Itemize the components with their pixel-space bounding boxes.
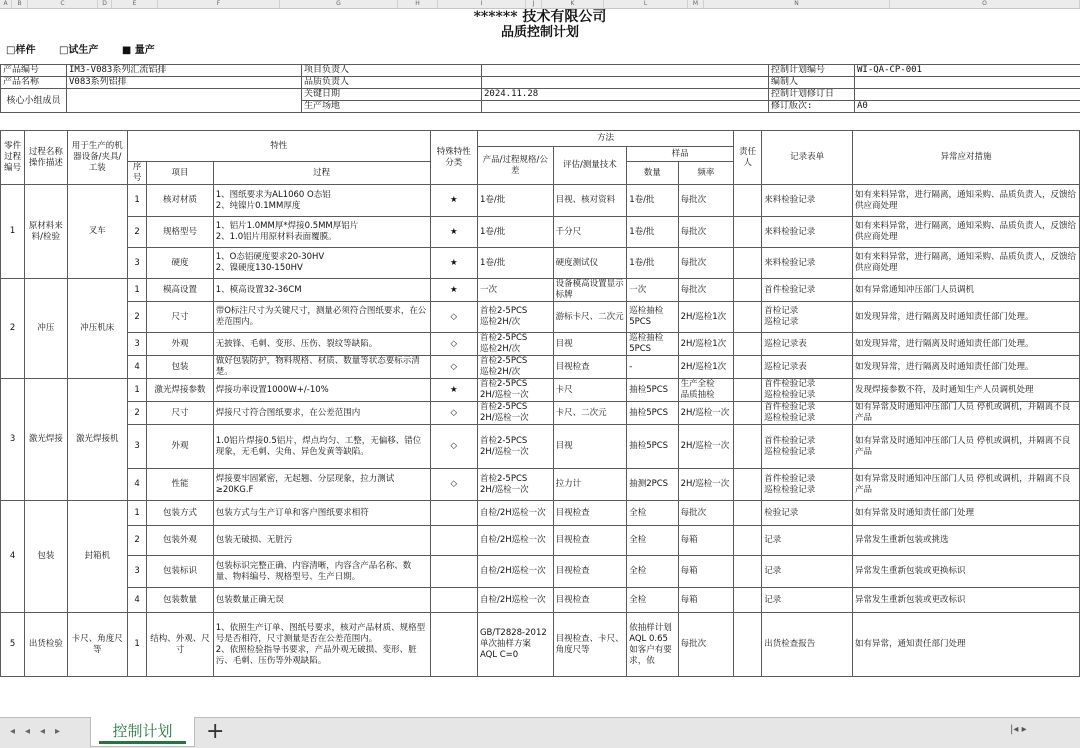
process-cell[interactable]: 包装无破损、无脏污	[213, 526, 430, 556]
process-name-cell[interactable]: 出货检验	[25, 613, 67, 677]
column-header-h[interactable]: H	[398, 0, 438, 8]
reaction-cell[interactable]: 如有来料异常，进行隔离，通知采购、品质负责人，反馈给供应商处理	[853, 217, 1080, 248]
process-name-cell[interactable]: 原材料来料/检验	[25, 185, 67, 279]
item-cell[interactable]: 尺寸	[147, 402, 214, 425]
item-cell[interactable]: 激光焊接参数	[147, 379, 214, 402]
qty-cell[interactable]: 抽检5PCS	[627, 402, 678, 425]
special-cell[interactable]	[430, 588, 477, 613]
part-no-cell[interactable]: 3	[1, 379, 25, 501]
owner-cell[interactable]	[734, 556, 762, 588]
reaction-cell[interactable]: 如发现异常，进行隔离及时通知责任部门处理。	[853, 333, 1080, 356]
process-cell[interactable]: 包装数量正确无误	[213, 588, 430, 613]
header-spec[interactable]: 产品/过程规格/公差	[477, 147, 553, 185]
sheet-tab-control-plan[interactable]: 控制计划	[90, 717, 195, 747]
column-header-l[interactable]: L	[604, 0, 688, 8]
eval-cell[interactable]: 卡尺	[553, 379, 627, 402]
qty-cell[interactable]: 一次	[627, 279, 678, 302]
machine-cell[interactable]: 激光焊接机	[67, 379, 128, 501]
eval-cell[interactable]: 目视检查	[553, 526, 627, 556]
process-cell[interactable]: 包装方式与生产订单和客户图纸要求相符	[213, 501, 430, 526]
record-cell[interactable]: 来料检验记录	[762, 185, 853, 217]
table-row	[1, 248, 1080, 279]
control-plan-table	[0, 130, 1080, 677]
header-record[interactable]: 记录表单	[762, 131, 853, 185]
product-name-label[interactable]: 产品名称	[1, 77, 67, 89]
stage-selector	[6, 44, 175, 58]
owner-cell[interactable]	[734, 613, 762, 677]
sheet-tab-bar	[0, 717, 1080, 748]
header-special[interactable]: 特殊特性分类	[430, 131, 477, 185]
qty-cell[interactable]: 1卷/批	[627, 248, 678, 279]
column-header-n[interactable]: N	[704, 0, 890, 8]
owner-cell[interactable]	[734, 425, 762, 469]
eval-cell[interactable]: 目视、核对资料	[553, 185, 627, 217]
seq-cell[interactable]: 2	[128, 526, 147, 556]
stage-trial: □试生产	[59, 45, 98, 56]
author-value[interactable]	[855, 77, 1080, 89]
owner-cell[interactable]	[734, 217, 762, 248]
table-row	[1, 379, 1080, 402]
eval-cell[interactable]: 目视检查	[553, 588, 627, 613]
revision-date-label[interactable]: 控制计划修订日	[769, 89, 855, 101]
eval-cell[interactable]: 目视检查、卡尺、角度尺等	[553, 613, 627, 677]
process-cell[interactable]: 焊接要牢固紧密，无起翘、分层现象，拉力测试≥20KG.F	[213, 469, 430, 501]
site-label[interactable]: 生产场地	[302, 101, 482, 113]
eval-cell[interactable]: 目视检查	[553, 356, 627, 379]
reaction-cell[interactable]: 如有异常及时通知冲压部门人员 停机或调机，并隔离不良产品	[853, 469, 1080, 501]
spec-cell[interactable]: 1卷/批	[477, 185, 553, 217]
reaction-cell[interactable]: 异常发生重新包装或更换标识	[853, 556, 1080, 588]
spreadsheet-sheet[interactable]	[0, 9, 1080, 717]
product-no-label[interactable]: 产品编号	[1, 65, 67, 77]
column-header-m[interactable]: M	[688, 0, 704, 8]
machine-cell[interactable]: 叉车	[67, 185, 128, 279]
spec-cell[interactable]: 自检/2H巡检一次	[477, 588, 553, 613]
column-header-d[interactable]: D	[98, 0, 112, 8]
reaction-cell[interactable]: 如有异常通知冲压部门人员调机	[853, 279, 1080, 302]
special-cell[interactable]: ◇	[430, 425, 477, 469]
freq-cell[interactable]: 每箱	[678, 526, 733, 556]
info-table	[0, 64, 1080, 113]
special-cell[interactable]: ◇	[430, 333, 477, 356]
owner-cell[interactable]	[734, 333, 762, 356]
owner-cell[interactable]	[734, 185, 762, 217]
record-cell[interactable]: 首件检验记录 巡检检验记录	[762, 402, 853, 425]
header-process[interactable]: 过程	[213, 162, 430, 185]
column-header-j[interactable]: J	[526, 0, 542, 8]
process-cell[interactable]: 1、铝片1.0MM厚*焊接0.5MM厚铝片 2、1.0铝片用原材料表面覆膜。	[213, 217, 430, 248]
record-cell[interactable]: 出货检查报告	[762, 613, 853, 677]
freq-cell[interactable]: 每批次	[678, 613, 733, 677]
freq-cell[interactable]: 每箱	[678, 588, 733, 613]
product-name-value[interactable]: V083系列铝排	[67, 77, 302, 89]
freq-cell[interactable]: 2H/巡检一次	[678, 402, 733, 425]
header-seq[interactable]: 序号	[128, 162, 147, 185]
seq-cell[interactable]: 2	[128, 402, 147, 425]
reaction-cell[interactable]: 如有来料异常，进行隔离，通知采购、品质负责人，反馈给供应商处理	[853, 185, 1080, 217]
owner-cell[interactable]	[734, 588, 762, 613]
freq-cell[interactable]: 生产全检 品质抽检	[678, 379, 733, 402]
core-team-value[interactable]	[67, 89, 302, 113]
record-cell[interactable]: 记录	[762, 588, 853, 613]
stage-mass: ■ 量产	[122, 45, 155, 56]
qty-cell[interactable]: -	[627, 356, 678, 379]
process-cell[interactable]: 1、图纸要求为AL1060 O态铝 2、纯镍片0.1MM厚度	[213, 185, 430, 217]
owner-cell[interactable]	[734, 379, 762, 402]
item-cell[interactable]: 包装	[147, 356, 214, 379]
item-cell[interactable]: 外观	[147, 333, 214, 356]
qty-cell[interactable]: 全检	[627, 588, 678, 613]
header-process-name[interactable]: 过程名称操作描述	[25, 131, 67, 185]
spec-cell[interactable]: GB/T2828-2012单次抽样方案 AQL C=0	[477, 613, 553, 677]
record-cell[interactable]: 首件检验记录 巡检检验记录	[762, 469, 853, 501]
special-cell[interactable]	[430, 501, 477, 526]
special-cell[interactable]: ★	[430, 279, 477, 302]
revision-value[interactable]: A0	[855, 101, 1080, 113]
special-cell[interactable]: ◇	[430, 356, 477, 379]
freq-cell[interactable]: 2H/巡检1次	[678, 302, 733, 333]
qty-cell[interactable]: 全检	[627, 501, 678, 526]
part-no-cell[interactable]: 2	[1, 279, 25, 379]
eval-cell[interactable]: 目视	[553, 425, 627, 469]
reaction-cell[interactable]: 如有异常及时通知冲压部门人员 停机或调机，并隔离不良产品	[853, 425, 1080, 469]
table-row	[1, 302, 1080, 333]
eval-cell[interactable]: 硬度测试仪	[553, 248, 627, 279]
spec-cell[interactable]: 自检/2H巡检一次	[477, 556, 553, 588]
process-cell[interactable]: 焊接尺寸符合图纸要求，在公差范围内	[213, 402, 430, 425]
freq-cell[interactable]: 2H/巡检一次	[678, 469, 733, 501]
table-row	[1, 501, 1080, 526]
seq-cell[interactable]: 3	[128, 248, 147, 279]
process-cell[interactable]: 做好包装防护，物料规格、材质、数量等状态要标示清楚。	[213, 356, 430, 379]
owner-cell[interactable]	[734, 279, 762, 302]
freq-cell[interactable]: 每批次	[678, 248, 733, 279]
freq-cell[interactable]: 2H/巡检1次	[678, 356, 733, 379]
seq-cell[interactable]: 4	[128, 356, 147, 379]
qty-cell[interactable]: 抽检5PCS	[627, 425, 678, 469]
process-cell[interactable]: 包装标识完整正确、内容清晰，内容含产品名称、数量、物料编号、规格型号、生产日期。	[213, 556, 430, 588]
header-sample[interactable]: 样品	[627, 147, 734, 162]
qty-cell[interactable]: 依抽样计划AQL 0.65 如客户有要求，依	[627, 613, 678, 677]
owner-cell[interactable]	[734, 302, 762, 333]
item-cell[interactable]: 结构、外观、尺寸	[147, 613, 214, 677]
eval-cell[interactable]: 目视检查	[553, 556, 627, 588]
qty-cell[interactable]: 抽检5PCS	[627, 379, 678, 402]
record-cell[interactable]: 巡检记录表	[762, 333, 853, 356]
project-owner-value[interactable]	[482, 65, 769, 77]
column-header-g[interactable]: G	[280, 0, 398, 8]
table-row	[1, 185, 1080, 217]
qty-cell[interactable]: 1卷/批	[627, 185, 678, 217]
item-cell[interactable]: 模高设置	[147, 279, 214, 302]
special-cell[interactable]	[430, 556, 477, 588]
qty-cell[interactable]: 全检	[627, 556, 678, 588]
item-cell[interactable]: 外观	[147, 425, 214, 469]
eval-cell[interactable]: 目视检查	[553, 501, 627, 526]
spec-cell[interactable]: 1卷/批	[477, 217, 553, 248]
table-row	[1, 356, 1080, 379]
column-header-i[interactable]: I	[438, 0, 526, 8]
process-cell[interactable]: 1.0铝片焊接0.5铝片，焊点均匀、工整，无偏移、错位现象，无毛刺、尖角、异色发黄等缺陷。	[213, 425, 430, 469]
header-owner[interactable]: 责任人	[734, 131, 762, 185]
part-no-cell[interactable]: 1	[1, 185, 25, 279]
quality-owner-label[interactable]: 品质负责人	[302, 77, 482, 89]
process-cell[interactable]: 带O标注尺寸为关键尺寸，测量必须符合图纸要求，在公差范围内。	[213, 302, 430, 333]
owner-cell[interactable]	[734, 248, 762, 279]
record-cell[interactable]: 首件检验记录 巡检检验记录	[762, 425, 853, 469]
eval-cell[interactable]: 拉力计	[553, 469, 627, 501]
item-cell[interactable]: 包装外观	[147, 526, 214, 556]
record-cell[interactable]: 首件检验记录	[762, 279, 853, 302]
revision-label[interactable]: 修订版次:	[769, 101, 855, 113]
owner-cell[interactable]	[734, 501, 762, 526]
record-cell[interactable]: 来料检验记录	[762, 217, 853, 248]
spec-cell[interactable]: 首检2-5PCS 巡检2H/次	[477, 333, 553, 356]
plan-title: 品质控制计划	[0, 25, 1080, 41]
reaction-cell[interactable]: 如有异常及时通知责任部门处理	[853, 501, 1080, 526]
reaction-cell[interactable]: 异常发生重新包装或挑选	[853, 526, 1080, 556]
spec-cell[interactable]: 首检2-5PCS 2H/巡检一次	[477, 425, 553, 469]
column-header-f[interactable]: F	[158, 0, 280, 8]
item-cell[interactable]: 规格型号	[147, 217, 214, 248]
freq-cell[interactable]: 每批次	[678, 185, 733, 217]
item-cell[interactable]: 包装标识	[147, 556, 214, 588]
quality-owner-value[interactable]	[482, 77, 769, 89]
table-row	[1, 526, 1080, 556]
item-cell[interactable]: 尺寸	[147, 302, 214, 333]
key-date-label[interactable]: 关键日期	[302, 89, 482, 101]
spec-cell[interactable]: 自检/2H巡检一次	[477, 526, 553, 556]
item-cell[interactable]: 包装数量	[147, 588, 214, 613]
column-header-bar	[0, 0, 1080, 9]
reaction-cell[interactable]: 如有来料异常，进行隔离，通知采购、品质负责人，反馈给供应商处理	[853, 248, 1080, 279]
process-name-cell[interactable]: 冲压	[25, 279, 67, 379]
column-header-k[interactable]: K	[542, 0, 604, 8]
freq-cell[interactable]: 每批次	[678, 501, 733, 526]
reaction-cell[interactable]: 异常发生重新包装或更改标识	[853, 588, 1080, 613]
reaction-cell[interactable]: 如有异常及时通知冲压部门人员 停机或调机，并隔离不良产品	[853, 402, 1080, 425]
seq-cell[interactable]: 3	[128, 556, 147, 588]
special-cell[interactable]	[430, 613, 477, 677]
header-part-no[interactable]: 零件过程编号	[1, 131, 25, 185]
spec-cell[interactable]: 1卷/批	[477, 248, 553, 279]
site-value[interactable]	[482, 101, 769, 113]
special-cell[interactable]: ◇	[430, 402, 477, 425]
qty-cell[interactable]: 巡检抽检5PCS	[627, 302, 678, 333]
author-label[interactable]: 编制人	[769, 77, 855, 89]
control-plan-body	[1, 185, 1080, 677]
seq-cell[interactable]: 2	[128, 217, 147, 248]
record-cell[interactable]: 来料检验记录	[762, 248, 853, 279]
spec-cell[interactable]: 首检2-5PCS 2H/巡检一次	[477, 402, 553, 425]
sheet-nav-arrows-icon[interactable]: ◂◂◂▸	[10, 726, 70, 737]
header-machine[interactable]: 用于生产的机器设备/夹具/工装	[67, 131, 128, 185]
freq-cell[interactable]: 2H/巡检1次	[678, 333, 733, 356]
process-cell[interactable]: 1、依照生产订单、图纸号要求，核对产品材质、规格型号是否相符，尺寸测量是否在公差范围内。 2、依照检验指导书要求，产品外观无破损、变形、脏污、毛刺、压伤等外观缺陷。	[213, 613, 430, 677]
special-cell[interactable]: ★	[430, 217, 477, 248]
header-freq[interactable]: 频率	[678, 162, 733, 185]
qty-cell[interactable]: 1卷/批	[627, 217, 678, 248]
project-owner-label[interactable]: 项目负责人	[302, 65, 482, 77]
special-cell[interactable]: ◇	[430, 469, 477, 501]
item-cell[interactable]: 包装方式	[147, 501, 214, 526]
part-no-cell[interactable]: 4	[1, 501, 25, 613]
special-cell[interactable]: ◇	[430, 302, 477, 333]
table-row	[1, 425, 1080, 469]
eval-cell[interactable]: 游标卡尺、二次元	[553, 302, 627, 333]
item-cell[interactable]: 性能	[147, 469, 214, 501]
record-cell[interactable]: 首检记录 巡检记录	[762, 302, 853, 333]
seq-cell[interactable]: 1	[128, 185, 147, 217]
record-cell[interactable]: 检验记录	[762, 501, 853, 526]
column-header-c[interactable]: C	[28, 0, 98, 8]
seq-cell[interactable]: 3	[128, 425, 147, 469]
table-row	[1, 279, 1080, 302]
seq-cell[interactable]: 1	[128, 379, 147, 402]
special-cell[interactable]: ★	[430, 248, 477, 279]
part-no-cell[interactable]: 5	[1, 613, 25, 677]
add-sheet-icon[interactable]: +	[206, 720, 224, 744]
stage-sample: □样件	[6, 45, 35, 56]
column-header-b[interactable]: B	[12, 0, 28, 8]
table-row	[1, 613, 1080, 677]
seq-cell[interactable]: 3	[128, 333, 147, 356]
plan-no-label[interactable]: 控制计划编号	[769, 65, 855, 77]
machine-cell[interactable]: 卡尺、角度尺等	[67, 613, 128, 677]
product-no-value[interactable]: IM3-V083系列汇流铝排	[67, 65, 302, 77]
header-reaction[interactable]: 异常应对措施	[853, 131, 1080, 185]
process-cell[interactable]: 1、O态铝硬度要求20-30HV 2、镍硬度130-150HV	[213, 248, 430, 279]
eval-cell[interactable]: 卡尺、二次元	[553, 402, 627, 425]
header-method[interactable]: 方法	[477, 131, 733, 147]
plan-no-value[interactable]: WI-QA-CP-001	[855, 65, 1080, 77]
spec-cell[interactable]: 首检2-5PCS 巡检2H/次	[477, 356, 553, 379]
header-item[interactable]: 项目	[147, 162, 214, 185]
freq-cell[interactable]: 2H/巡检一次	[678, 425, 733, 469]
horizontal-scroll-icon[interactable]: |◂ ▸	[1010, 724, 1070, 738]
spec-cell[interactable]: 首检2-5PCS 2H/巡检一次	[477, 379, 553, 402]
process-cell[interactable]: 无披锋、毛刺、变形、压伤、裂纹等缺陷。	[213, 333, 430, 356]
seq-cell[interactable]: 1	[128, 613, 147, 677]
key-date-value[interactable]: 2024.11.28	[482, 89, 769, 101]
machine-cell[interactable]: 封箱机	[67, 501, 128, 613]
process-cell[interactable]: 1、模高设置32-36CM	[213, 279, 430, 302]
spec-cell[interactable]: 首检2-5PCS 巡检2H/次	[477, 302, 553, 333]
seq-cell[interactable]: 4	[128, 588, 147, 613]
reaction-cell[interactable]: 如有异常，通知责任部门处理	[853, 613, 1080, 677]
special-cell[interactable]	[430, 526, 477, 556]
spec-cell[interactable]: 首检2-5PCS 2H/巡检一次	[477, 469, 553, 501]
qty-cell[interactable]: 抽测2PCS	[627, 469, 678, 501]
header-qty[interactable]: 数量	[627, 162, 678, 185]
item-cell[interactable]: 核对材质	[147, 185, 214, 217]
seq-cell[interactable]: 1	[128, 279, 147, 302]
record-cell[interactable]: 记录	[762, 526, 853, 556]
freq-cell[interactable]: 每批次	[678, 279, 733, 302]
freq-cell[interactable]: 每批次	[678, 217, 733, 248]
record-cell[interactable]: 首件检验记录 巡检检验记录	[762, 379, 853, 402]
table-row	[1, 217, 1080, 248]
column-header-e[interactable]: E	[112, 0, 158, 8]
freq-cell[interactable]: 每箱	[678, 556, 733, 588]
item-cell[interactable]: 硬度	[147, 248, 214, 279]
seq-cell[interactable]: 4	[128, 469, 147, 501]
spec-cell[interactable]: 一次	[477, 279, 553, 302]
record-cell[interactable]: 记录	[762, 556, 853, 588]
reaction-cell[interactable]: 如发现异常，进行隔离及时通知责任部门处理。	[853, 356, 1080, 379]
seq-cell[interactable]: 2	[128, 302, 147, 333]
spec-cell[interactable]: 自检/2H巡检一次	[477, 501, 553, 526]
process-name-cell[interactable]: 激光焊接	[25, 379, 67, 501]
revision-date-value[interactable]	[855, 89, 1080, 101]
owner-cell[interactable]	[734, 356, 762, 379]
process-cell[interactable]: 焊接功率设置1000W+/-10%	[213, 379, 430, 402]
owner-cell[interactable]	[734, 469, 762, 501]
special-cell[interactable]: ★	[430, 185, 477, 217]
qty-cell[interactable]: 巡检抽检5PCS	[627, 333, 678, 356]
reaction-cell[interactable]: 如发现异常，进行隔离及时通知责任部门处理。	[853, 302, 1080, 333]
reaction-cell[interactable]: 发现焊接参数不符，及时通知生产人员调机处理	[853, 379, 1080, 402]
header-characteristics[interactable]: 特性	[128, 131, 431, 162]
column-header-a[interactable]: A	[0, 0, 12, 8]
table-row	[1, 469, 1080, 501]
owner-cell[interactable]	[734, 526, 762, 556]
table-row	[1, 556, 1080, 588]
record-cell[interactable]: 巡检记录表	[762, 356, 853, 379]
eval-cell[interactable]: 目视	[553, 333, 627, 356]
process-name-cell[interactable]: 包装	[25, 501, 67, 613]
special-cell[interactable]: ★	[430, 379, 477, 402]
table-row	[1, 333, 1080, 356]
column-header-o[interactable]: O	[890, 0, 1080, 8]
table-row	[1, 402, 1080, 425]
core-team-label[interactable]: 核心小组成员	[1, 89, 67, 113]
seq-cell[interactable]: 1	[128, 501, 147, 526]
header-eval[interactable]: 评估/测量技术	[553, 147, 627, 185]
eval-cell[interactable]: 千分尺	[553, 217, 627, 248]
owner-cell[interactable]	[734, 402, 762, 425]
machine-cell[interactable]: 冲压机床	[67, 279, 128, 379]
table-row	[1, 588, 1080, 613]
company-title: ****** 技术有限公司	[0, 9, 1080, 25]
eval-cell[interactable]: 设备模高设置显示标牌	[553, 279, 627, 302]
qty-cell[interactable]: 全检	[627, 526, 678, 556]
